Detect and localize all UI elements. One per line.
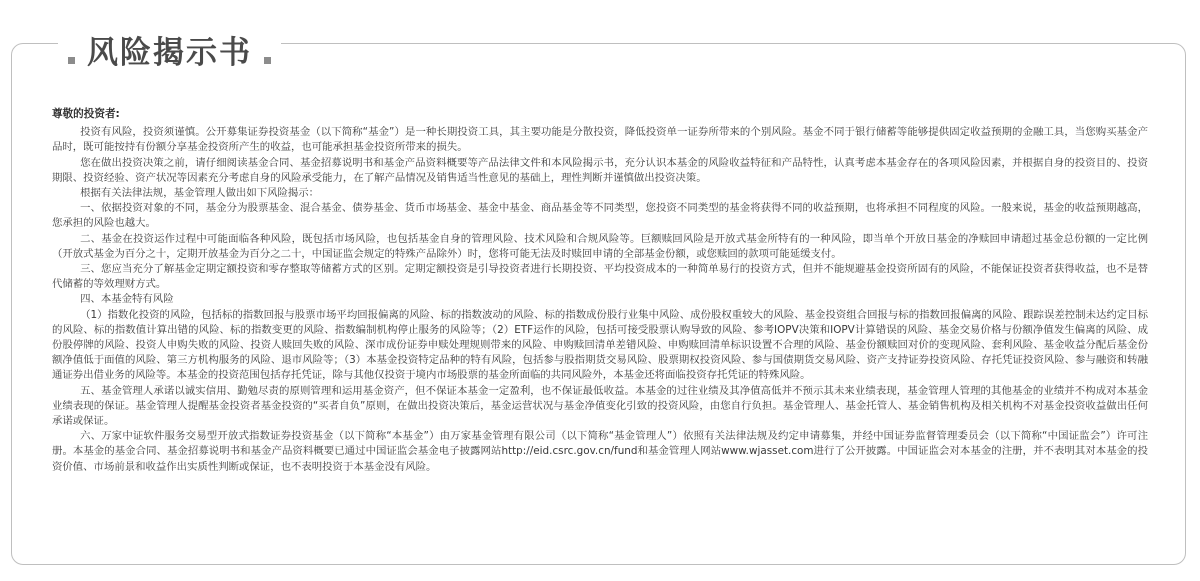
title-right-square xyxy=(264,57,271,64)
paragraph-4-heading: 四、本基金特有风险 xyxy=(80,293,174,306)
paragraph-6: 六、万家中证软件服务交易型开放式指数证券投资基金（以下简称“本基金”）由万家基金管理有限公司（以下简称“基金管理人”）依照有关法律法规及约定申请募集，并经中国证券监督管理委员会（以下简称“中国证监会”）许可注册。本基金的基金合同、基金招募说明书和基金产品资料概要已通过中国证监会基金电子披露网站http://eid.csrc.gov.cn/fund和基金管理人网站www.wjasset.com进行了公开披露。中国证监会对本基金的注册，并不表明其对本基金的投资价值、市场前景和收益作出实质性判断或保证，也不表明投资于本基金没有风险。 xyxy=(52,430,1148,473)
greeting: 尊敬的投资者: xyxy=(52,108,120,120)
title-left-square xyxy=(68,57,75,64)
paragraph-intro: 投资有风险，投资须谨慎。公开募集证券投资基金（以下简称“基金”）是一种长期投资工具，其主要功能是分散投资，降低投资单一证券所带来的个别风险。基金不同于银行储蓄等能够提供固定收益预期的金融工具，当您购买基金产品时，既可能按持有份额分享基金投资所产生的收益，也可能承担基金投资所带来的损失。 xyxy=(52,126,1148,154)
paragraph-1: 一、依据投资对象的不同，基金分为股票基金、混合基金、债券基金、货币市场基金、基金中基金、商品基金等不同类型，您投资不同类型的基金将获得不同的收益预期，也将承担不同程度的风险。一般来说，基金的收益预期越高，您承担的风险也越大。 xyxy=(52,202,1148,230)
paragraph-decision: 您在做出投资决策之前，请仔细阅读基金合同、基金招募说明书和基金产品资料概要等产品法律文件和本风险揭示书，充分认识本基金的风险收益特征和产品特性，认真考虑本基金存在的各项风险因素，并根据自身的投资目的、投资期限、投资经验、资产状况等因素充分考虑自身的风险承受能力，在了解产品情况及销售适当性意见的基础上，理性判断并谨慎做出投资决策。 xyxy=(52,156,1148,184)
page-title: 风险揭示书 xyxy=(87,34,252,71)
paragraph-3: 三、您应当充分了解基金定期定额投资和零存整取等储蓄方式的区别。定期定额投资是引导投资者进行长期投资、平均投资成本的一种简单易行的投资方式，但并不能规避基金投资所固有的风险，不能保证投资者获得收益，也不是替代储蓄的等效理财方式。 xyxy=(52,263,1148,291)
title-banner xyxy=(58,26,281,72)
paragraph-lead: 根据有关法律法规，基金管理人做出如下风险揭示： xyxy=(80,187,320,200)
paragraph-5: 五、基金管理人承诺以诚实信用、勤勉尽责的原则管理和运用基金资产，但不保证本基金一定盈利，也不保证最低收益。本基金的过往业绩及其净值高低并不预示其未来业绩表现，基金管理人管理的其他基金的业绩并不构成对本基金业绩表现的保证。基金管理人提醒基金投资者基金投资的“买者自负”原则，在做出投资决策后，基金运营状况与基金净值变化引致的投资风险，由您自行负担。基金管理人、基金托管人、基金销售机构及相关机构不对基金投资收益做出任何承诺或保证。 xyxy=(52,384,1148,428)
paragraph-4-body: （1）指数化投资的风险，包括标的指数回报与股票市场平均回报偏离的风险、标的指数波动的风险、标的指数成份股行业集中风险、成份股权重较大的风险、基金投资组合回报与标的指数回报偏离的风险、跟踪误差控制未达约定目标的风险、标的指数值计算出错的风险、标的指数变更的风险、指数编制机构停止服务的风险等；（2）ETF运作的风险，包括可接受股票认购导致的风险、参考IOPV决策和IOPV计算错误的风险、基金交易价格与份额净值发生偏离的风险、成份股停牌的风险、投资人申购失败的风险、投资人赎回失败的风险、深市成份证券申赎处理规则带来的风险、申购赎回清单差错风险、申购赎回清单标识设置不合理的风险、基金份额赎回对价的变现风险、套利风险、基金收益分配后基金份额净值低于面值的风险、第三方机构服务的风险、退市风险等；（3）本基金投资特定品种的特有风险，包括参与股指期货交易风险、股票期权投资风险、参与国债期货交易风险、资产支持证券投资风险、存托凭证投资风险、参与融资和转融通证券出借业务的风险等。本基金的投资范围包括存托凭证，除与其他仅投资于境内市场股票的基金所面临的共同风险外，本基金还将面临投资存托凭证的特殊风险。 xyxy=(52,308,1148,382)
paragraph-2: 二、基金在投资运作过程中可能面临各种风险，既包括市场风险，也包括基金自身的管理风险、技术风险和合规风险等。巨额赎回风险是开放式基金所特有的一种风险，即当单个开放日基金的净赎回申请超过基金总份额的一定比例（开放式基金为百分之十，定期开放基金为百分之二十，中国证监会规定的特殊产品除外）时，您将可能无法及时赎回申请的全部基金份额，或您赎回的款项可能延缓支付。 xyxy=(52,232,1148,260)
disclosure-body xyxy=(52,107,1148,475)
